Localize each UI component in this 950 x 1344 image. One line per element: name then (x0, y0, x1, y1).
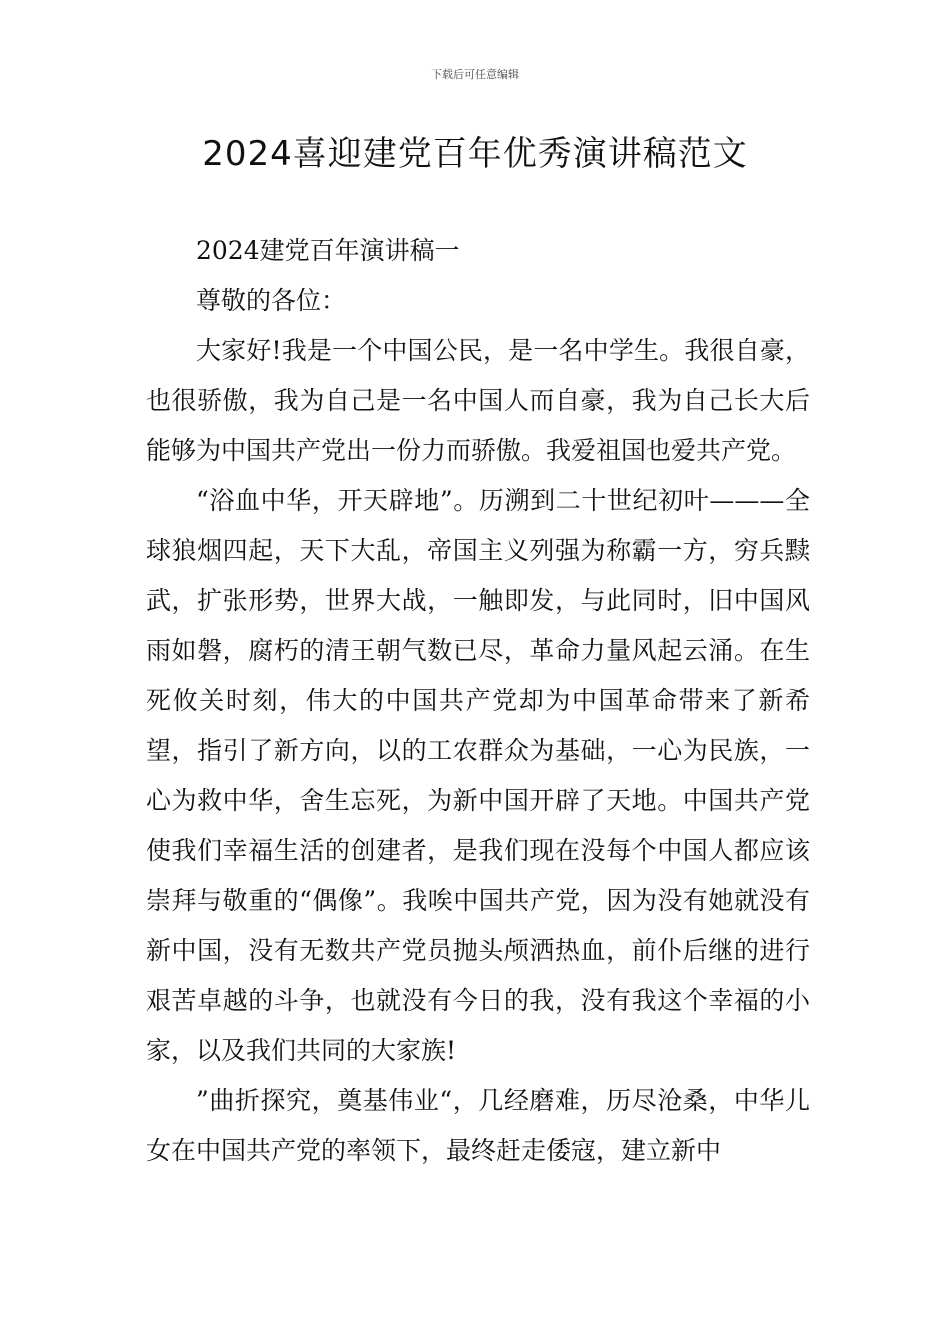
paragraph-intro: 大家好!我是一个中国公民，是一名中学生。我很自豪，也很骄傲，我为自己是一名中国人而自豪，我为自己长大后能够为中国共产党出一份力而骄傲。我爱祖国也爱共产党。 (146, 336, 810, 465)
paragraph-founding: ”曲折探究，奠基伟业“，几经磨难，历尽沧桑，中华儿女在中国共产党的率领下，最终赶走倭寇，建立新中 (146, 1086, 810, 1165)
document-body (146, 226, 810, 1176)
speech-subtitle: 2024建党百年演讲稿一 (196, 236, 460, 265)
salutation: 尊敬的各位： (196, 286, 347, 315)
document-title: 2024喜迎建党百年优秀演讲稿范文 (202, 134, 748, 174)
paragraph-history: “浴血中华，开天辟地”。历溯到二十世纪初叶———全球狼烟四起，天下大乱，帝国主义列强为称霸一方，穷兵黩武，扩张形势，世界大战，一触即发，与此同时，旧中国风雨如磐，腐朽的清王朝气数已尽，革命力量风起云涌。在生死攸关时刻，伟大的中国共产党却为中国革命带来了新希望，指引了新方向，以的工农群众为基础，一心为民族，一心为救中华，舍生忘死，为新中国开辟了天地。中国共产党使我们幸福生活的创建者，是我们现在没每个中国人都应该崇拜与敬重的“偶像”。我唉中国共产党，因为没有她就没有新中国，没有无数共产党员抛头颅洒热血，前仆后继的进行艰苦卓越的斗争，也就没有今日的我，没有我这个幸福的小家，以及我们共同的大家族! (146, 486, 810, 1065)
header-note: 下载后可任意编辑 (431, 68, 519, 81)
